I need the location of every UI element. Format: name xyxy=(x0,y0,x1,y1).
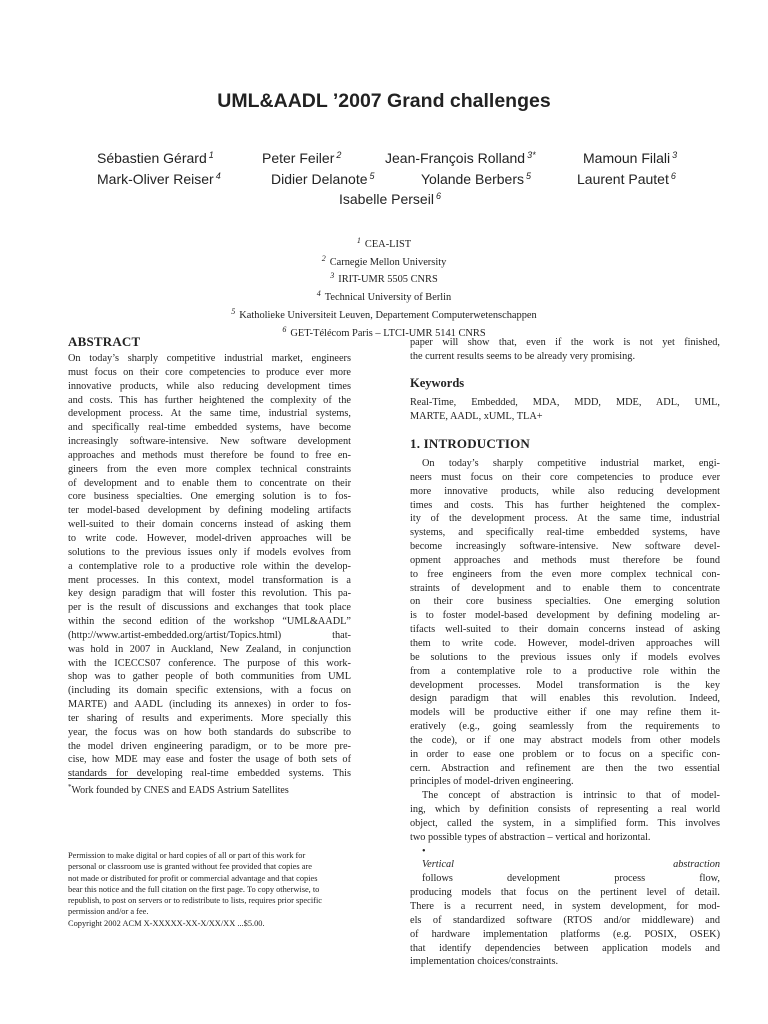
text-line: be solutions to the previous issues only if models evolves xyxy=(410,651,720,663)
author xyxy=(271,171,375,187)
text-line: per is the result of discussions and exchanges that took place xyxy=(68,602,351,614)
text-line: development processes. Model transformation is the key xyxy=(410,679,720,691)
text-line: implementation choices/constraints. xyxy=(410,956,559,968)
abstract-heading: ABSTRACT xyxy=(68,334,141,349)
text-line: tifacts well-suited to their domain concerns instead of asking xyxy=(410,624,720,636)
text-line: els of standardized software (RTOS and/or middleware) and xyxy=(410,914,720,926)
author xyxy=(385,150,536,166)
text-line: paper will show that, even if the work is not yet finished, xyxy=(410,337,720,348)
text-line: innovative products, while also reducing development times xyxy=(68,380,351,392)
author-mark: 3 xyxy=(672,150,678,160)
text-line: is to foster model-based development by defining modeling ar- xyxy=(410,610,720,622)
author-name: Laurent Pautet xyxy=(577,171,669,187)
author-name: Isabelle Perseil xyxy=(339,191,434,207)
text-line: ment processes. In this context, model transformation is a xyxy=(68,574,351,586)
author-mark: 1 xyxy=(208,150,214,160)
author-name: Didier Delanote xyxy=(271,171,368,187)
author-name: Jean-François Rolland xyxy=(385,150,526,166)
bullet: • xyxy=(422,845,426,857)
affiliation-text: IRIT-UMR 5505 CNRS xyxy=(338,274,438,286)
text-run: follows development process flow, xyxy=(422,873,720,885)
text-line: to free engineers from the even more complex technical con- xyxy=(410,568,720,580)
text-line: on their core business specialties. One emerging solution xyxy=(410,596,720,608)
author xyxy=(421,171,531,187)
text-line: (including its domain specific extensions, with a focus on xyxy=(68,685,351,697)
text-line: the code), or if one may abstract models from other models xyxy=(410,734,720,746)
text-line: times and costs. This has further heightened the complex- xyxy=(410,499,720,511)
author xyxy=(339,191,441,207)
affiliation-mark: 3 xyxy=(330,271,335,281)
text-line: ter sharing of results and experiments. More specially this xyxy=(68,712,351,724)
text-line: key design paradigm that will foster this revolution. This pa- xyxy=(68,588,351,600)
text-line: in order to ease one problem or to focus on a specific con- xyxy=(410,748,720,760)
affiliation-text: Technical University of Berlin xyxy=(324,292,452,304)
text-line: republish, to post on servers or to redistribute to lists, requires prior specific xyxy=(68,896,322,906)
author-mark: 2 xyxy=(336,150,342,160)
text-line: MARTE) and AADL (including its annexes) in order to fos- xyxy=(68,699,351,711)
text-line: On today’s sharply competitive industrial market, engi- xyxy=(422,458,720,469)
text-line: ity of the development process. At the same time, industrial xyxy=(410,513,720,525)
affiliation xyxy=(0,305,768,323)
author-mark: 4 xyxy=(215,171,221,181)
text-line: of hardware implementation platforms (e.g. POSIX, OSEK) xyxy=(410,928,720,940)
text-line: more innovative products, while also reducing development xyxy=(410,485,720,497)
permission-notice xyxy=(68,850,353,929)
text-line: models will be productive either if one may refine them it- xyxy=(410,707,720,719)
text-line: core business specialties. One emerging solution is to fos- xyxy=(68,491,351,503)
text-line: personal or classroom use is granted without fee provided that copies are xyxy=(68,862,312,872)
text-line: On today’s sharply competitive industrial market, engineers xyxy=(68,353,351,364)
text-line: gineers from the even more complex technical constraints xyxy=(68,463,351,475)
affiliation-text: GET-Télécom Paris – LTCI-UMR 5141 CNRS xyxy=(290,327,486,339)
author-name: Yolande Berbers xyxy=(421,171,525,187)
text-line: development process. At the same time, industrial systems, xyxy=(68,408,351,420)
text-line: MARTE, AADL, xUML, TLA+ xyxy=(410,410,543,422)
affiliation xyxy=(0,287,768,305)
affiliation-mark: 6 xyxy=(282,324,287,334)
footnote-rule xyxy=(68,778,152,779)
text-line: producing models that focus on the pertinent level of detail. xyxy=(410,887,720,899)
text-line: approaches and methods must therefore be found to free en- xyxy=(68,449,351,461)
text-line: with the ICECCS07 conference. The purpose of this work- xyxy=(68,657,351,669)
text-line: was hold in 2007 in Auckland, New Zealand, in conjunction xyxy=(68,643,351,655)
footnote-text: Work founded by CNES and EADS Astrium Satellites xyxy=(71,785,289,796)
affiliation-text: Katholieke Universiteit Leuven, Departement Computerwetenschappen xyxy=(239,309,537,321)
footnote xyxy=(68,783,368,796)
affiliation xyxy=(0,269,768,287)
text-line: Real-Time, Embedded, MDA, MDD, MDE, ADL, UML, xyxy=(410,397,720,408)
text-line: straints of development and to enable them to concentrate xyxy=(410,582,720,594)
text-line: permission and/or a fee. xyxy=(68,907,149,917)
affiliation xyxy=(0,252,768,270)
author xyxy=(97,150,214,166)
affiliation-mark: 1 xyxy=(356,236,361,245)
text-line: two possible types of abstraction – vertical and horizontal. xyxy=(410,831,651,843)
text-line: increasingly software-intensive. New software development xyxy=(68,436,351,448)
text-line: cern. Abstraction and refinement are then the two essential xyxy=(410,762,720,774)
text-line: ter model-based development by defining modeling artifacts xyxy=(68,505,351,517)
text-line: There is a recurrent need, in system development, for mod- xyxy=(410,901,720,912)
text-line: year, the focus was on how both standards do subscribe to xyxy=(68,726,351,738)
text-line xyxy=(410,845,720,887)
text-line: that identify dependencies between application models and xyxy=(410,942,720,954)
author xyxy=(583,150,677,166)
text-line: ing, which by definition consists of representing a real world xyxy=(410,804,720,816)
text-line: standards for developing real-time embedded systems. This xyxy=(68,768,351,780)
text-line: shop was to gather people of both communities from UML xyxy=(68,671,351,683)
author-name: Sébastien Gérard xyxy=(97,150,207,166)
abstract-body xyxy=(68,352,351,781)
text-line: them to write code. However, model-driven approaches will xyxy=(410,637,720,649)
text-line: neers must focus on their core competencies to produce ever xyxy=(410,471,720,483)
text-line: well-suited to their domain concerns instead of asking them xyxy=(68,519,351,531)
text-line: Permission to make digital or hard copies of all or part of this work for xyxy=(68,851,306,860)
text-line: object, called the system, in a simplified form. This involves xyxy=(410,817,720,829)
affiliation-text: Carnegie Mellon University xyxy=(329,256,447,268)
keywords-heading: Keywords xyxy=(410,376,465,390)
text-line: and specifically real-time embedded systems, have become xyxy=(68,422,351,434)
author-name: Mark-Oliver Reiser xyxy=(97,171,214,187)
footnote-mark: * xyxy=(68,783,72,791)
text-line: and costs. This has further heightened the complexity of the xyxy=(68,394,351,406)
affiliation-mark: 5 xyxy=(231,306,236,316)
text-line: Copyright 2002 ACM X-XXXXX-XX-X/XX/XX ...$5.00. xyxy=(68,918,265,928)
text-line: bear this notice and the full citation on the first page. To copy otherwise, to xyxy=(68,884,320,894)
text-line: the current results seems to be already very promising. xyxy=(410,350,636,362)
text-line: design paradigm that will enables this revolution. Indeed, xyxy=(410,693,720,705)
text-line: (http://www.artist-embedded.org/artist/Topics.html) that- xyxy=(68,629,351,641)
text-line: solutions to the previous issues only if models evolves from xyxy=(68,546,351,558)
author-mark: 6 xyxy=(435,191,441,201)
author-mark: 5 xyxy=(526,171,532,181)
text-line: within the second edition of the workshop “UML&AADL” xyxy=(68,616,351,628)
text-line: from a contemplative role to a productive role within the xyxy=(410,665,720,677)
author xyxy=(262,150,341,166)
introduction-body xyxy=(410,457,720,969)
text-line: opment approaches and methods must therefore be found xyxy=(410,554,720,566)
author-mark: 6 xyxy=(670,171,676,181)
author-name: Peter Feiler xyxy=(262,150,335,166)
affiliation xyxy=(0,234,768,252)
text-line: The concept of abstraction is intrinsic to that of model- xyxy=(422,790,720,802)
text-line: the model driven engineering paradigm, or to be more pre- xyxy=(68,740,351,752)
text-line: not made or distributed for profit or commercial advantage and that copies xyxy=(68,873,318,883)
text-line: a contemplative role to a productive role within the develop- xyxy=(68,560,351,572)
affiliations xyxy=(0,234,768,340)
abstract-continued xyxy=(410,336,720,364)
affiliation-mark: 4 xyxy=(316,289,321,299)
introduction-heading: 1. INTRODUCTION xyxy=(410,436,531,451)
emphasis: Vertical abstraction xyxy=(422,859,720,871)
text-line: must focus on their core competencies to produce ever more xyxy=(68,366,351,378)
affiliation-text: CEA-LIST xyxy=(364,239,412,250)
text-line: eratively (e.g., going seamlessly from the requirements to xyxy=(410,721,720,733)
paper-title: UML&AADL ’2007 Grand challenges xyxy=(217,90,551,112)
author xyxy=(97,171,221,187)
affiliation-mark: 2 xyxy=(321,253,326,263)
text-line: systems, and specifically real-time embedded systems, have xyxy=(410,527,720,539)
text-line: principles of model-driven engineering. xyxy=(410,776,574,788)
author-mark: 5 xyxy=(369,171,375,181)
author xyxy=(577,171,676,187)
text-line: cise, how MDE may ease and foster the usage of both sets of xyxy=(68,754,351,766)
author-name: Mamoun Filali xyxy=(583,150,671,166)
text-line: of development and to enable them to concentrate on their xyxy=(68,477,351,489)
keywords-body xyxy=(410,396,720,424)
text-line: become increasingly software-intensive. New software devel- xyxy=(410,541,720,553)
text-line: to write code. However, model-driven approaches will be xyxy=(68,532,351,544)
author-mark: 3* xyxy=(527,150,536,160)
